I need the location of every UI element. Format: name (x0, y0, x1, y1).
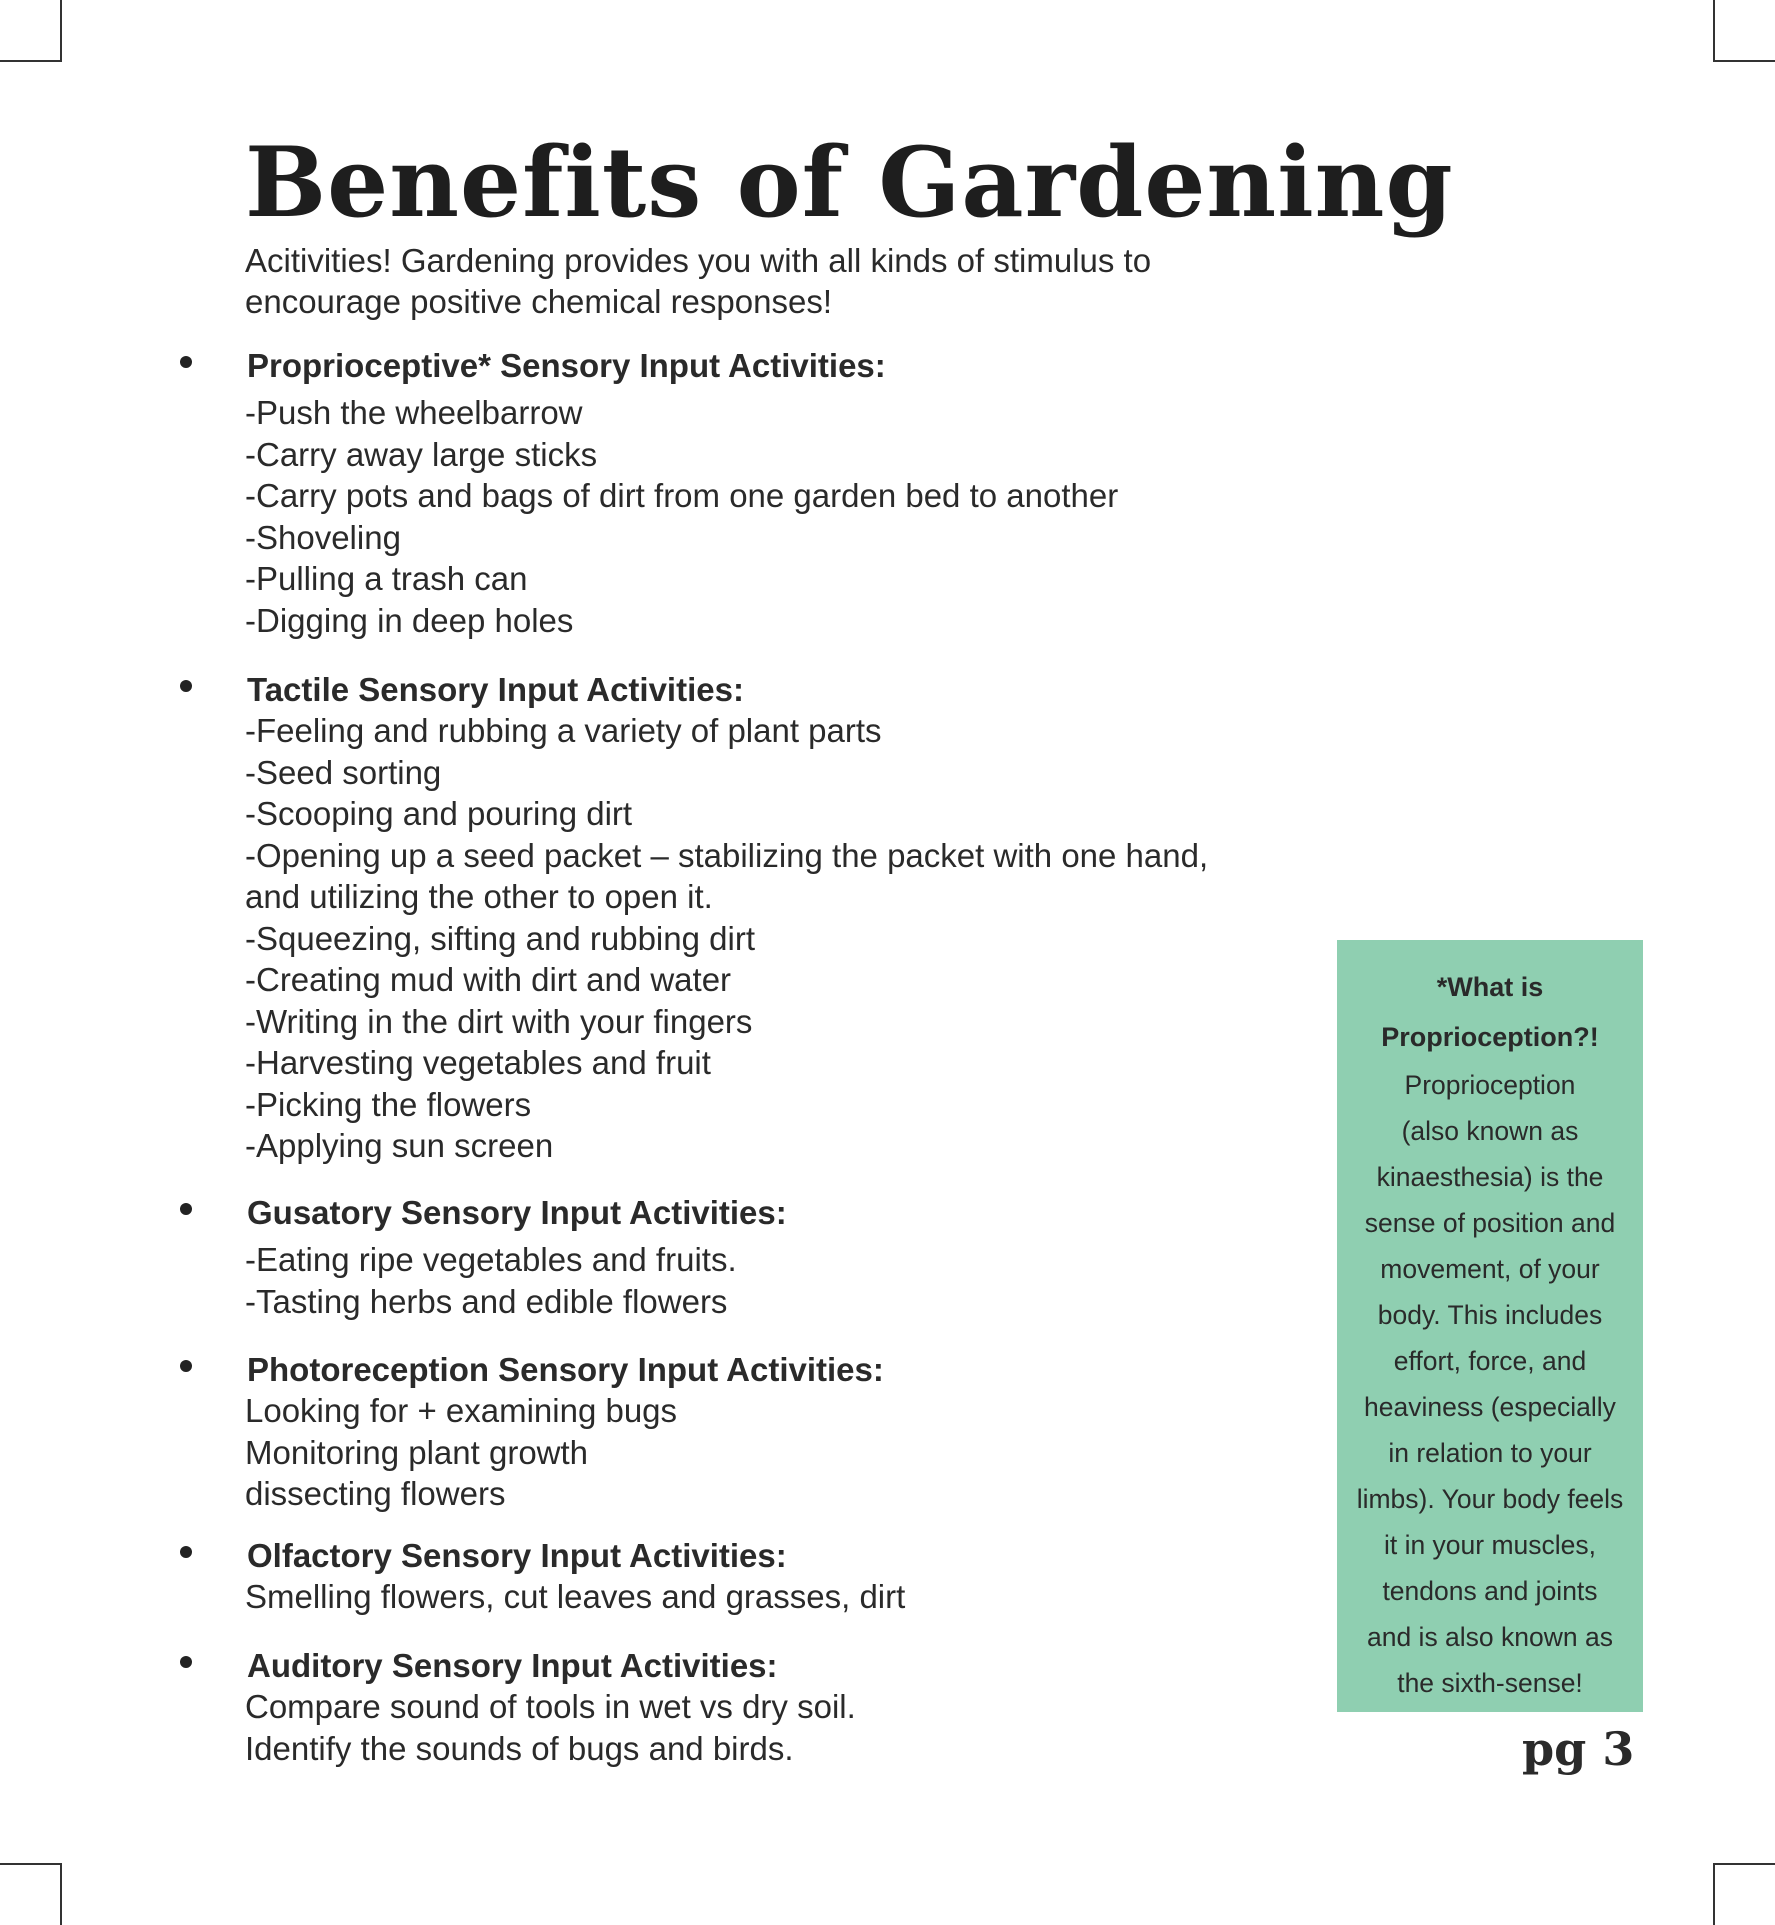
page-number: pg 3 (1522, 1722, 1635, 1776)
sidebar-body-line: (also known as (1401, 1116, 1579, 1146)
list-item: dissecting flowers (245, 1475, 506, 1512)
list-item: and utilizing the other to open it. (245, 878, 713, 915)
list-item: -Carry away large sticks (245, 435, 598, 473)
sidebar-body-line: and is also known as (1366, 1622, 1613, 1652)
list-item: -Shoveling (245, 518, 401, 556)
sidebar-title-line: *What is (1436, 972, 1544, 1002)
bullet-icon (180, 1360, 192, 1372)
section-heading: Olfactory Sensory Input Activities: (247, 1537, 787, 1574)
sidebar-body-line: heaviness (especially (1364, 1392, 1616, 1422)
list-item: -Picking the flowers (245, 1085, 532, 1123)
sidebar-body-line: in relation to your (1388, 1438, 1592, 1468)
sidebar-body-line: Proprioception (1404, 1070, 1576, 1100)
sidebar-title (1343, 962, 1637, 1062)
list-item: -Carry pots and bags of dirt from one garden bed to another (245, 477, 1119, 514)
section-item-list (245, 1390, 677, 1515)
sidebar-body-line: sense of position and (1364, 1208, 1616, 1238)
proprioception-sidebar (1337, 940, 1643, 1712)
sidebar-body-line: kinaesthesia) is the (1376, 1162, 1604, 1192)
page-title: Benefits of Gardening (245, 126, 1454, 239)
sidebar-body-line: the sixth-sense! (1397, 1668, 1583, 1698)
bullet-icon (180, 1203, 192, 1215)
list-item: -Tasting herbs and edible flowers (245, 1282, 728, 1320)
list-item: -Harvesting vegetables and fruit (245, 1044, 711, 1081)
list-item: -Pulling a trash can (245, 560, 528, 597)
bullet-icon (180, 1656, 192, 1668)
sidebar-body-line: tendons and joints (1382, 1576, 1598, 1606)
section-item-list (245, 392, 1118, 641)
sidebar-title-line: Proprioception?! (1381, 1022, 1599, 1052)
list-item: -Opening up a seed packet – stabilizing the packet with one hand, (245, 836, 1209, 874)
bullet-icon (180, 356, 192, 368)
sidebar-body-line: it in your muscles, (1383, 1530, 1597, 1560)
list-item: Monitoring plant growth (245, 1433, 589, 1471)
section-heading: Auditory Sensory Input Activities: (247, 1647, 778, 1684)
section-heading: Photoreception Sensory Input Activities: (247, 1351, 884, 1388)
sidebar-body-line: effort, force, and (1393, 1346, 1587, 1376)
section-item-list (245, 1686, 856, 1769)
bullet-icon (180, 680, 192, 692)
sidebar-body-line: body. This includes (1377, 1300, 1603, 1330)
list-item: Smelling flowers, cut leaves and grasses, dirt (245, 1578, 906, 1615)
sidebar-body-line: movement, of your (1380, 1254, 1600, 1284)
list-item: Identify the sounds of bugs and birds. (245, 1729, 794, 1767)
section-heading: Proprioceptive* Sensory Input Activities: (247, 347, 886, 384)
list-item: -Seed sorting (245, 753, 442, 791)
bullet-icon (180, 1546, 192, 1558)
list-item: -Eating ripe vegetables and fruits. (245, 1241, 737, 1278)
list-item: -Applying sun screen (245, 1127, 554, 1164)
list-item: -Squeezing, sifting and rubbing dirt (245, 919, 755, 957)
list-item: -Feeling and rubbing a variety of plant parts (245, 712, 882, 749)
list-item: -Push the wheelbarrow (245, 394, 583, 431)
section-item-list (245, 1576, 905, 1618)
list-item: Looking for + examining bugs (245, 1392, 678, 1429)
list-item: Compare sound of tools in wet vs dry soil. (245, 1688, 856, 1725)
sidebar-body-line: limbs). Your body feels (1356, 1484, 1624, 1514)
section-heading: Gusatory Sensory Input Activities: (247, 1194, 787, 1231)
sidebar-body (1343, 1062, 1637, 1706)
list-item: -Scooping and pouring dirt (245, 795, 633, 832)
intro-text: Acitivities! Gardening provides you with all kinds of stimulus to encourage positive chemical responses! (245, 242, 1152, 320)
list-item: -Writing in the dirt with your fingers (245, 1002, 753, 1040)
section-heading: Tactile Sensory Input Activities: (247, 671, 744, 708)
section-item-list (245, 710, 1208, 1167)
section-item-list (245, 1239, 737, 1322)
list-item: -Digging in deep holes (245, 601, 574, 639)
list-item: -Creating mud with dirt and water (245, 961, 732, 998)
